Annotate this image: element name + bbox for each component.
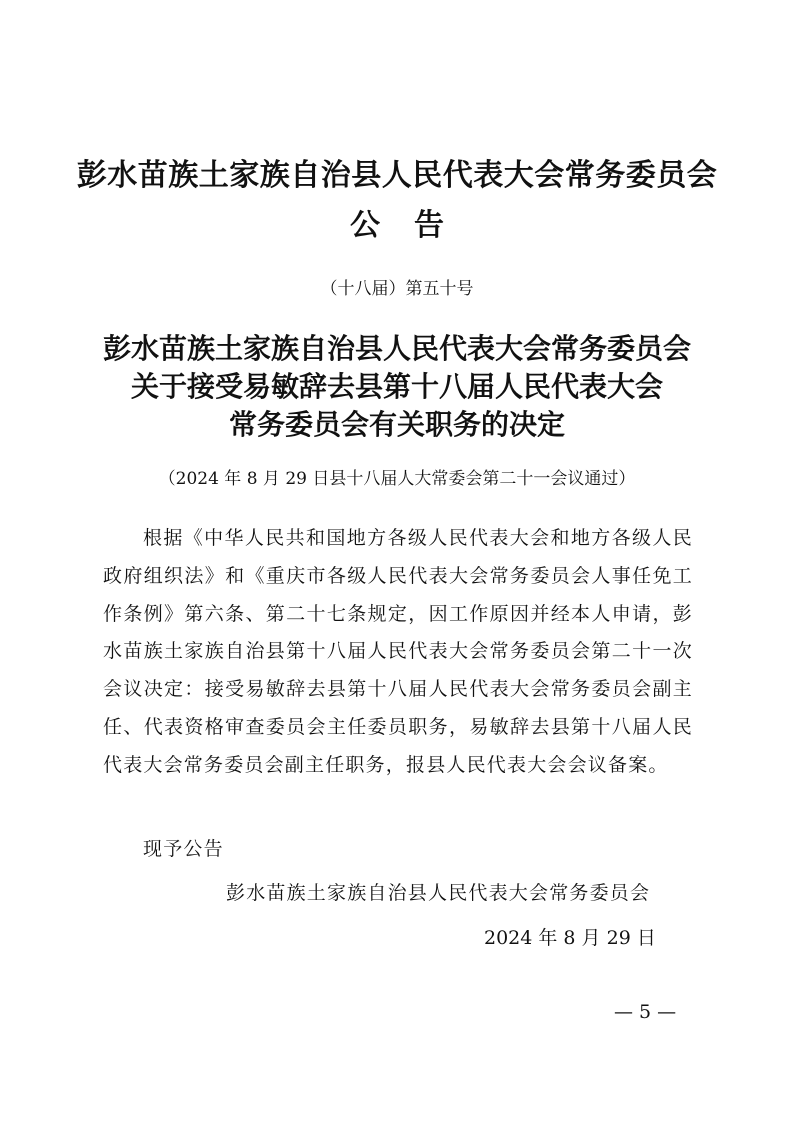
notice-title: 公告	[350, 208, 478, 243]
passed-note: （2024 年 8 月 29 日县十八届人大常委会第二十一会议通过）	[158, 469, 636, 489]
decision-title-line: 彭水苗族土家族自治县人民代表大会常务委员会	[102, 332, 691, 365]
organization-title: 彭水苗族土家族自治县人民代表大会常务委员会	[76, 158, 718, 193]
decision-title-line: 关于接受易敏辞去县第十八届人民代表大会	[130, 370, 663, 403]
signature-date: 2024 年 8 月 29 日	[484, 927, 656, 949]
issue-number: （十八届）第五十号	[320, 279, 474, 299]
page-number: — 5 —	[614, 1001, 677, 1023]
signer-name: 彭水苗族土家族自治县人民代表大会常务委员会	[226, 882, 651, 904]
decision-title	[0, 330, 794, 444]
body-paragraph: 根据《中华人民共和国地方各级人民代表大会和地方各级人民政府组织法》和《重庆市各级人民代表大会常务委员会人事任免工作条例》第六条、第二十七条规定，因工作原因并经本人申请，彭水苗族土家族自治县第十八届人民代表大会常务委员会第二十一次会议决定：接受易敏辞去县第十八届人民代表大会常务委员会副主任、代表资格审查委员会主任委员职务，易敏辞去县第十八届人民代表大会常务委员会副主任职务，报县人民代表大会会议备案。	[103, 527, 693, 776]
decision-title-line: 常务委员会有关职务的决定	[228, 408, 565, 441]
closing-statement: 现予公告	[143, 838, 224, 860]
